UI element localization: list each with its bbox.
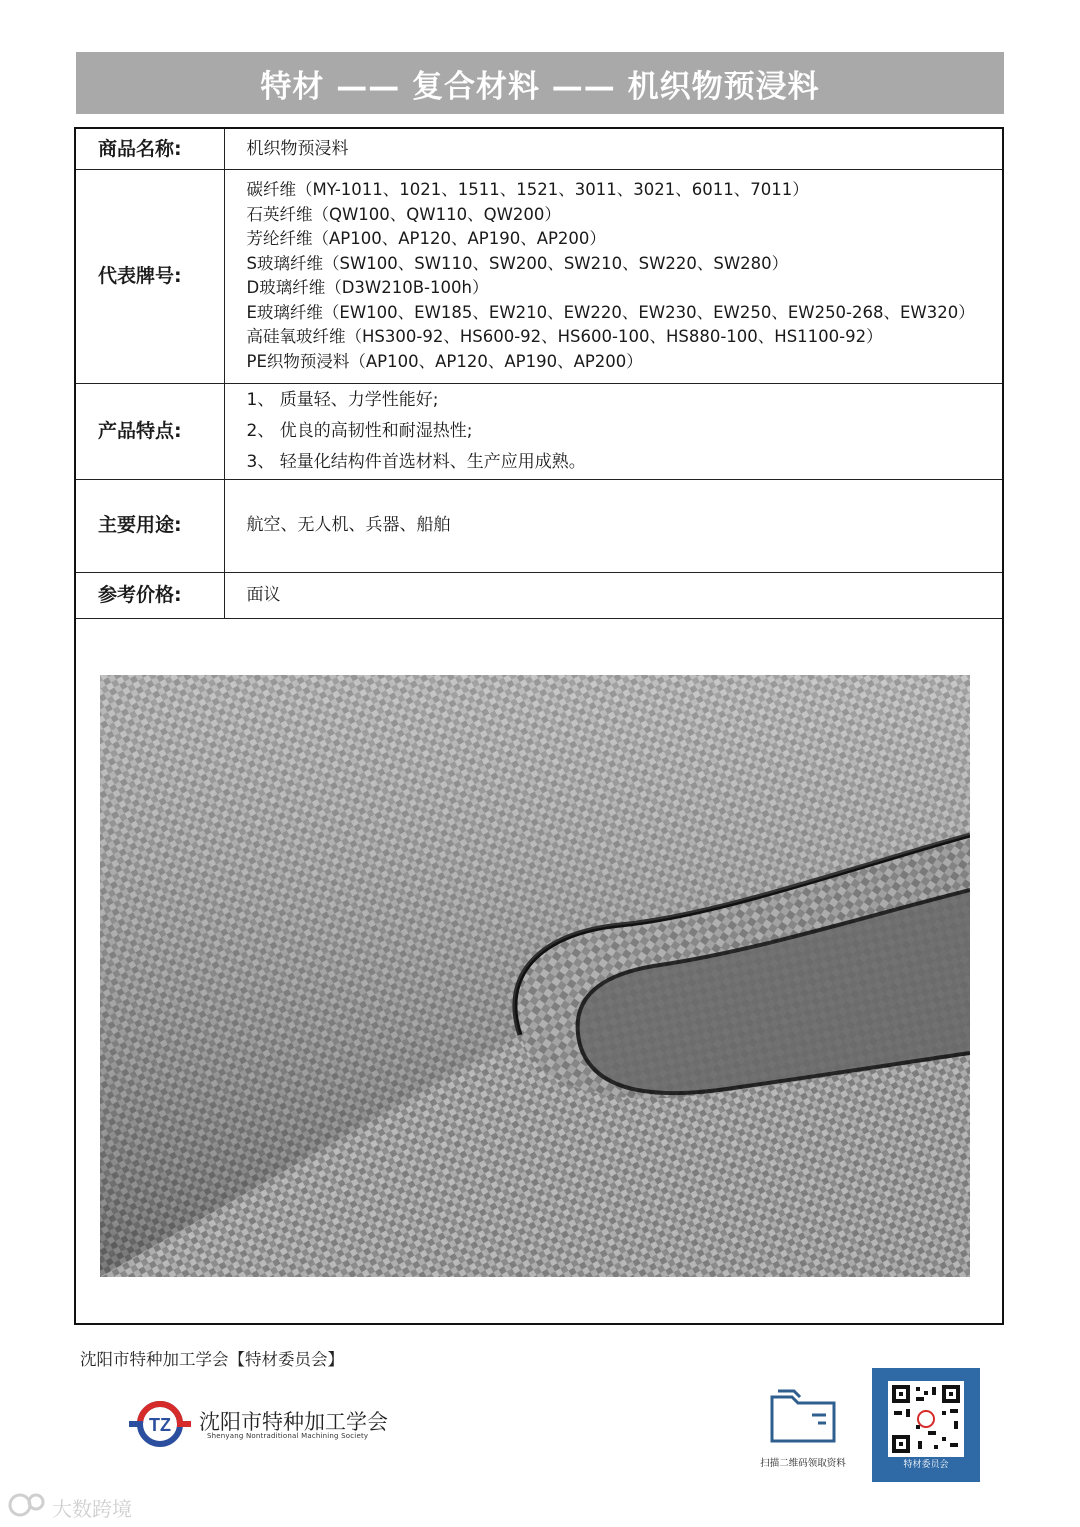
carbon-fiber-illustration: [100, 675, 970, 1277]
brand-line: 高硅氧玻纤维（HS300-92、HS600-92、HS600-100、HS880-100、HS1100-92）: [246, 327, 883, 346]
folder-icon: [758, 1385, 848, 1451]
logo-english-name: Shenyang Nontraditional Machining Society: [207, 1432, 369, 1440]
qr-caption: 特材委员会: [903, 1460, 949, 1470]
row-product-name: [76, 129, 1002, 169]
logo-chinese-name: 沈阳市特种加工学会: [199, 1410, 388, 1434]
svg-text:TZ: TZ: [149, 1415, 171, 1435]
feature-line: 3、 轻量化结构件首选材料、生产应用成熟。: [246, 451, 586, 472]
society-logo: [127, 1400, 427, 1450]
qr-code[interactable]: [888, 1381, 964, 1457]
label-brands: 代表牌号:: [76, 169, 224, 383]
feature-line: 2、 优良的高韧性和耐湿热性;: [246, 420, 473, 441]
row-features: [76, 383, 1002, 479]
folder-caption: 扫描二维码领取资料: [760, 1458, 846, 1469]
carbon-fiber-image: [100, 675, 970, 1277]
label-uses: 主要用途:: [76, 479, 224, 572]
brand-line: S玻璃纤维（SW100、SW110、SW200、SW210、SW220、SW280）: [246, 253, 789, 273]
watermark: [8, 1490, 148, 1520]
watermark-text: 大数跨境: [52, 1497, 132, 1521]
value-price: 面议: [224, 572, 1002, 618]
value-product-name: 机织物预浸料: [224, 129, 1002, 169]
brand-line: PE织物预浸料（AP100、AP120、AP190、AP200）: [246, 351, 643, 371]
row-uses: [76, 479, 1002, 572]
label-product-name: 商品名称:: [76, 129, 224, 169]
brand-line: 碳纤维（MY-1011、1021、1511、1521、3011、3021、6011、7011）: [246, 180, 809, 199]
brand-line: 芳纶纤维（AP100、AP120、AP190、AP200）: [246, 229, 606, 248]
product-card: [74, 127, 1004, 1325]
label-price: 参考价格:: [76, 572, 224, 618]
feature-line: 1、 质量轻、力学性能好;: [246, 389, 439, 410]
spec-table: [76, 129, 1002, 619]
footer-org-line: 沈阳市特种加工学会【特材委员会】: [80, 1350, 344, 1369]
value-brands: [224, 169, 1002, 383]
brand-line: 石英纤维（QW100、QW110、QW200）: [246, 204, 561, 224]
society-logo-icon: [127, 1400, 193, 1448]
folder-block: [758, 1385, 848, 1475]
label-features: 产品特点:: [76, 383, 224, 479]
value-uses: 航空、无人机、兵器、船舶: [224, 479, 1002, 572]
qr-panel: [872, 1368, 980, 1482]
row-price: [76, 572, 1002, 618]
value-features: [224, 383, 1002, 479]
row-brands: [76, 169, 1002, 383]
banner-title: 特材 —— 复合材料 —— 机织物预浸料: [260, 68, 820, 105]
page-banner: [76, 52, 1004, 114]
brand-line: D玻璃纤维（D3W210B-100h）: [246, 278, 489, 297]
watermark-logo-icon: [8, 1490, 48, 1520]
brand-line: E玻璃纤维（EW100、EW185、EW210、EW220、EW230、EW250、EW250-268、EW320）: [246, 302, 975, 322]
